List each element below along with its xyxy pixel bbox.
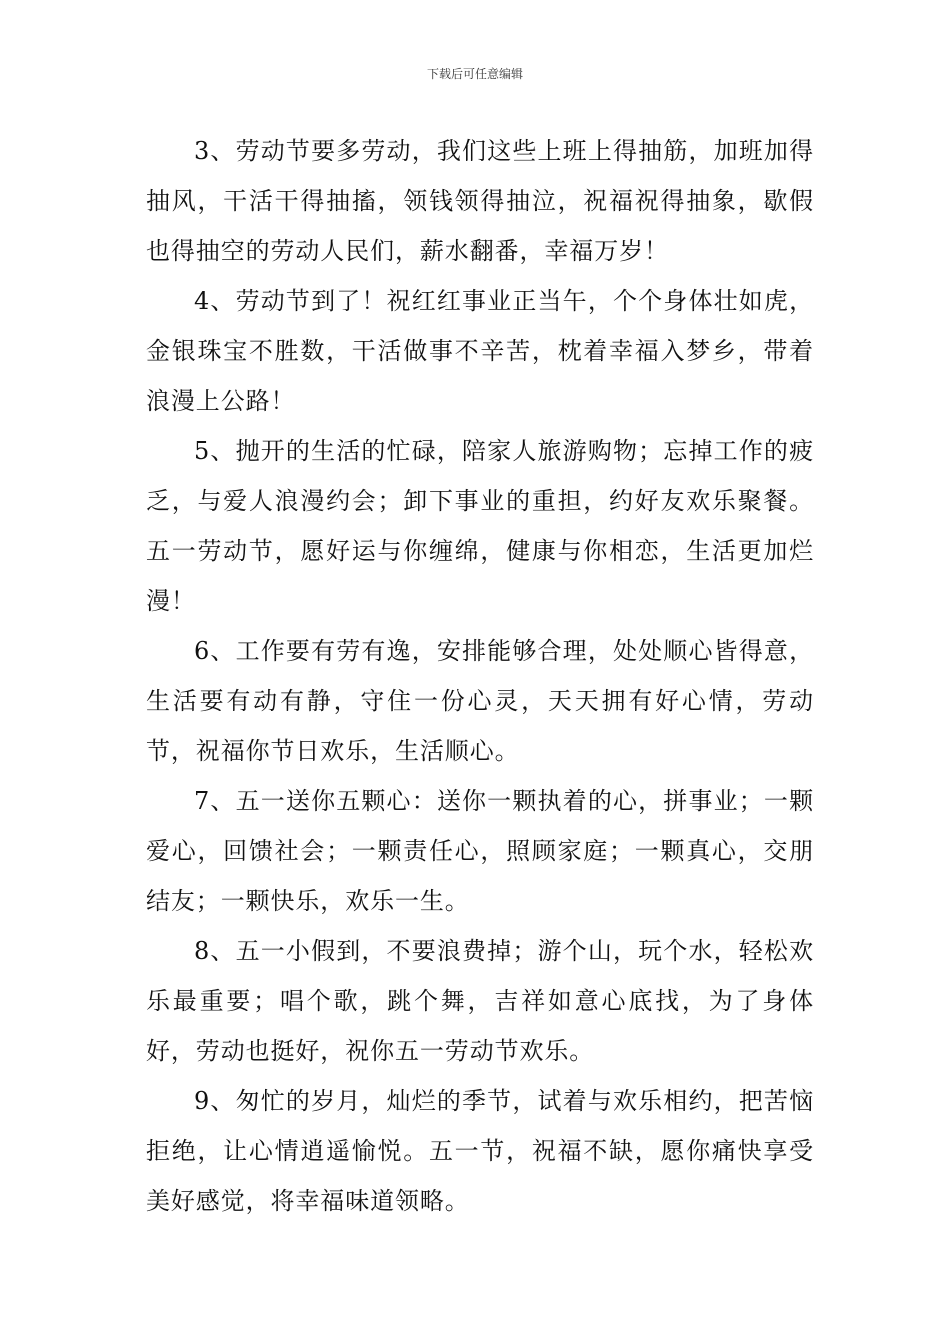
paragraph-5: 5、抛开的生活的忙碌，陪家人旅游购物；忘掉工作的疲乏，与爱人浪漫约会；卸下事业的重担，约好友欢乐聚餐。五一劳动节，愿好运与你缠绵，健康与你相恋，生活更加烂漫！ [146,437,814,615]
paragraph-3: 3、劳动节要多劳动，我们这些上班上得抽筋，加班加得抽风，干活干得抽搐，领钱领得抽泣，祝福祝得抽象，歇假也得抽空的劳动人民们，薪水翻番，幸福万岁！ [146,137,814,265]
paragraph-9: 9、匆忙的岁月，灿烂的季节，试着与欢乐相约，把苦恼拒绝，让心情逍遥愉悦。五一节，祝福不缺，愿你痛快享受美好感觉，将幸福味道领略。 [146,1087,814,1215]
paragraph-6: 6、工作要有劳有逸，安排能够合理，处处顺心皆得意，生活要有动有静，守住一份心灵，天天拥有好心情，劳动节，祝福你节日欢乐，生活顺心。 [146,637,814,765]
document-body [146,126,814,1226]
page-header: 下载后可任意编辑 [426,67,523,81]
paragraph-4: 4、劳动节到了！祝红红事业正当午，个个身体壮如虎，金银珠宝不胜数，干活做事不辛苦，枕着幸福入梦乡，带着浪漫上公路！ [146,287,814,415]
paragraph-7: 7、五一送你五颗心：送你一颗执着的心，拼事业；一颗爱心，回馈社会；一颗责任心，照顾家庭；一颗真心，交朋结友；一颗快乐，欢乐一生。 [146,787,814,915]
paragraph-8: 8、五一小假到，不要浪费掉；游个山，玩个水，轻松欢乐最重要；唱个歌，跳个舞，吉祥如意心底找，为了身体好，劳动也挺好，祝你五一劳动节欢乐。 [146,937,814,1065]
